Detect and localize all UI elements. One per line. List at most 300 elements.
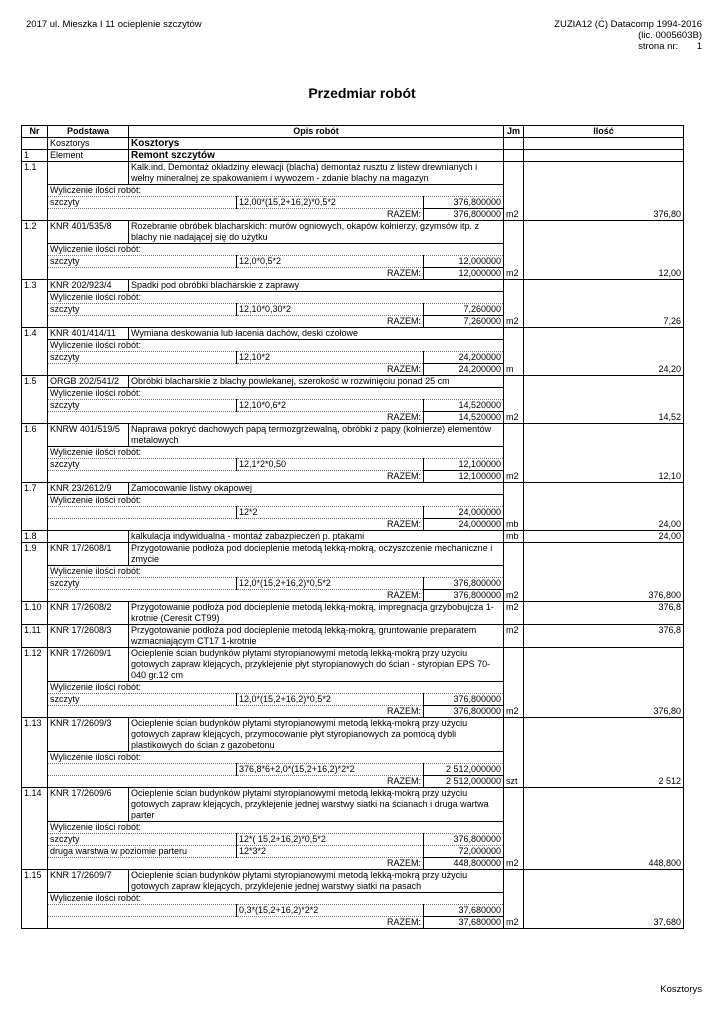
calc-name: szczyty <box>48 304 237 316</box>
calc-expression: 12,0*0,5*2 <box>237 256 424 268</box>
calc-value: 7,260000 <box>424 304 504 316</box>
row-nr-empty <box>22 752 48 764</box>
calc-row <box>22 400 703 412</box>
table-header-row <box>22 126 703 138</box>
position-quantity-empty <box>524 718 684 752</box>
razem-row <box>22 706 703 718</box>
razem-quantity: 2 512 <box>524 776 684 788</box>
calc-heading-label: Wyliczenie ilości robót: <box>48 447 504 459</box>
position-row <box>22 280 703 292</box>
row-unit-empty <box>504 566 524 578</box>
col-header-podstawa: Podstawa <box>48 126 129 138</box>
row-nr-empty <box>22 917 48 929</box>
row-quantity-empty <box>524 764 684 776</box>
razem-value: 37,680000 <box>424 917 504 929</box>
razem-value: 24,200000 <box>424 364 504 376</box>
position-number: 1 <box>22 150 48 162</box>
position-description: Rozebranie obróbek blacharskich: murów ogniowych, okapów kołnierzy, gzymsów itp. z blachy nie nadającej się do użytku <box>129 221 504 244</box>
position-row <box>22 718 703 752</box>
position-basis: KNR 17/2608/2 <box>48 602 129 625</box>
razem-label: RAZEM: <box>48 471 424 483</box>
razem-label: RAZEM: <box>48 917 424 929</box>
position-description: Wymiana deskowania lub łacenia dachów, deski czołowe <box>129 328 504 340</box>
row-unit-empty <box>504 400 524 412</box>
row-unit-empty <box>504 905 524 917</box>
row-quantity-empty <box>524 244 684 256</box>
position-basis: KNR 17/2608/1 <box>48 543 129 566</box>
position-description: Ocieplenie ścian budynków płytami styropianowymi metodą lekką-mokrą przy użyciu gotowych zapraw klejących, przyklejenie płyt styropianowych do ścian - styropian EPS 70- 040 gr.12 cm <box>129 648 504 682</box>
row-unit-empty <box>504 459 524 471</box>
position-row <box>22 424 703 447</box>
position-basis <box>48 162 129 185</box>
razem-unit: m2 <box>504 858 524 870</box>
position-row <box>22 870 703 893</box>
row-unit-empty <box>504 764 524 776</box>
calc-heading-row <box>22 292 703 304</box>
razem-label: RAZEM: <box>48 519 424 531</box>
row-unit-empty <box>504 682 524 694</box>
position-unit-empty <box>504 162 524 185</box>
calc-heading-label: Wyliczenie ilości robót: <box>48 822 504 834</box>
razem-value: 24,000000 <box>424 519 504 531</box>
position-number: 1.5 <box>22 376 48 388</box>
razem-row <box>22 776 703 788</box>
position-basis: KNR 202/923/4 <box>48 280 129 292</box>
row-unit-empty <box>504 304 524 316</box>
position-basis: KNR 401/414/11 <box>48 328 129 340</box>
razem-row <box>22 412 703 424</box>
position-description: Obróbki blacharskie z blachy powlekanej, szerokość w rozwinięciu ponad 25 cm <box>129 376 504 388</box>
calc-expression: 12,00*(15,2+16,2)*0,5*2 <box>237 197 424 209</box>
position-quantity-empty <box>524 483 684 495</box>
license-number: (lic. 0005603B) <box>638 30 702 41</box>
row-quantity-empty <box>524 197 684 209</box>
row-quantity-empty <box>524 292 684 304</box>
razem-value: 12,000000 <box>424 268 504 280</box>
position-description: Ocieplenie ścian budynków płytami styropianowymi metodą lekką-mokrą przy użyciu gotowych zapraw klejących, przyklejenie jednej warstwy siatki na ścianach i druga wartwa parter <box>129 788 504 822</box>
razem-value: 2 512,000000 <box>424 776 504 788</box>
razem-quantity: 14,52 <box>524 412 684 424</box>
row-nr-empty <box>22 682 48 694</box>
position-description: Ocieplenie ścian budynków płytami styropianowymi metodą lekką-mokrą przy użyciu gotowych zapraw klejących, przymocowanie płyt styropianowych za pomocą dybli plastikowych do ścian z gazobetonu <box>129 718 504 752</box>
position-unit: m2 <box>504 602 524 625</box>
calc-row <box>22 256 703 268</box>
position-description: Przygotowanie podłoża pod docieplenie metodą lekką-mokrą, gruntowanie preparatem wzmacniającym CT17 1-krotnie <box>129 625 504 648</box>
row-nr-empty <box>22 846 48 858</box>
position-basis: KNR 401/535/8 <box>48 221 129 244</box>
row-quantity-empty <box>524 846 684 858</box>
position-basis: KNRW 401/519/5 <box>48 424 129 447</box>
position-row <box>22 543 703 566</box>
calc-heading-row <box>22 244 703 256</box>
razem-label: RAZEM: <box>48 268 424 280</box>
position-unit-empty <box>504 221 524 244</box>
calc-row <box>22 304 703 316</box>
razem-label: RAZEM: <box>48 364 424 376</box>
row-nr-empty <box>22 834 48 846</box>
row-unit-empty <box>504 578 524 590</box>
position-quantity-empty <box>524 280 684 292</box>
row-unit-empty <box>504 292 524 304</box>
row-nr-empty <box>22 244 48 256</box>
position-unit: m2 <box>504 625 524 648</box>
row-nr-empty <box>22 578 48 590</box>
position-number: 1.7 <box>22 483 48 495</box>
row-unit-empty <box>504 352 524 364</box>
position-basis: KNR 17/2609/6 <box>48 788 129 822</box>
razem-unit: m2 <box>504 590 524 602</box>
calc-heading-label: Wyliczenie ilości robót: <box>48 340 504 352</box>
row-unit-empty <box>504 822 524 834</box>
calc-row <box>22 459 703 471</box>
calc-value: 376,800000 <box>424 694 504 706</box>
page-number-line <box>554 41 702 52</box>
position-number: 1.13 <box>22 718 48 752</box>
position-number: 1.10 <box>22 602 48 625</box>
position-row <box>22 328 703 340</box>
position-quantity-empty <box>524 328 684 340</box>
row-quantity-empty <box>524 400 684 412</box>
row-nr-empty <box>22 822 48 834</box>
calc-heading-row <box>22 682 703 694</box>
position-description: Spadki pod obróbki blacharskie z zaprawy <box>129 280 504 292</box>
position-row <box>22 788 703 822</box>
calc-expression: 12,0*(15,2+16,2)*0,5*2 <box>237 578 424 590</box>
calc-heading-label: Wyliczenie ilości robót: <box>48 388 504 400</box>
position-basis: ORGB 202/541/2 <box>48 376 129 388</box>
page-title: Przedmiar robót <box>308 85 416 101</box>
position-unit-empty <box>504 328 524 340</box>
calc-heading-label: Wyliczenie ilości robót: <box>48 495 504 507</box>
row-quantity-empty <box>524 752 684 764</box>
page-number: 1 <box>696 41 702 52</box>
calc-heading-label: Wyliczenie ilości robót: <box>48 185 504 197</box>
row-quantity-empty <box>524 388 684 400</box>
razem-unit: m2 <box>504 209 524 221</box>
calc-heading-row <box>22 752 703 764</box>
position-unit-empty <box>504 280 524 292</box>
calc-expression: 12*3*2 <box>237 846 424 858</box>
calc-value: 376,800000 <box>424 578 504 590</box>
col-header-nr: Nr <box>22 126 48 138</box>
razem-row <box>22 268 703 280</box>
row-nr-empty <box>22 566 48 578</box>
row-nr-empty <box>22 471 48 483</box>
calc-value: 376,800000 <box>424 834 504 846</box>
razem-row <box>22 209 703 221</box>
row-nr-empty <box>22 185 48 197</box>
position-number: 1.9 <box>22 543 48 566</box>
position-description: Ocieplenie ścian budynków płytami styropianowymi metodą lekką-mokrą przy użyciu gotowych zapraw klejących, przyklejenie jednej warstwy siatki na pasach <box>129 870 504 893</box>
row-nr-empty <box>22 590 48 602</box>
row-quantity-empty <box>524 459 684 471</box>
calc-expression: 12,1*2*0,50 <box>237 459 424 471</box>
row-nr-empty <box>22 694 48 706</box>
row-quantity-empty <box>524 185 684 197</box>
document-header-left: 2017 ul. Mieszka I 11 ocieplenie szczytów <box>26 19 202 30</box>
razem-value: 376,800000 <box>424 209 504 221</box>
calc-row <box>22 694 703 706</box>
row-unit-empty <box>504 846 524 858</box>
position-quantity: 376,8 <box>524 625 684 648</box>
calc-heading-label: Wyliczenie ilości robót: <box>48 244 504 256</box>
calc-value: 24,000000 <box>424 507 504 519</box>
position-quantity-empty <box>524 870 684 893</box>
position-quantity-empty <box>524 788 684 822</box>
position-row <box>22 376 703 388</box>
row-quantity-empty <box>524 495 684 507</box>
row-unit-empty <box>504 507 524 519</box>
position-description: kalkulacja indywidualna - montaż zabazpieczeń p. ptakami <box>129 531 504 543</box>
razem-quantity: 376,800 <box>524 590 684 602</box>
row-quantity-empty <box>524 578 684 590</box>
calc-name: szczyty <box>48 834 237 846</box>
calc-row <box>22 578 703 590</box>
razem-unit: m2 <box>504 917 524 929</box>
position-row <box>22 162 703 185</box>
position-basis: Element <box>48 150 129 162</box>
position-number: 1.15 <box>22 870 48 893</box>
row-quantity-empty <box>524 834 684 846</box>
calc-name: szczyty <box>48 256 237 268</box>
software-name: ZUZIA12 (C) Datacomp 1994-2016 <box>554 19 702 30</box>
calc-heading-label: Wyliczenie ilości robót: <box>48 566 504 578</box>
razem-value: 7,260000 <box>424 316 504 328</box>
row-nr-empty <box>22 764 48 776</box>
razem-label: RAZEM: <box>48 412 424 424</box>
position-quantity-empty <box>524 150 684 162</box>
razem-label: RAZEM: <box>48 776 424 788</box>
razem-value: 14,520000 <box>424 412 504 424</box>
position-row <box>22 483 703 495</box>
position-basis: KNR 17/2609/7 <box>48 870 129 893</box>
row-quantity-empty <box>524 822 684 834</box>
row-unit-empty <box>504 495 524 507</box>
position-description: Kalk.ind. Demontaż okładziny elewacji (blacha) demontaż rusztu z listew drewnianych i wełny mineralnej ze spakowaniem i wywozem - zdanie blachy na magazyn <box>129 162 504 185</box>
position-unit-empty <box>504 543 524 566</box>
row-unit-empty <box>504 388 524 400</box>
calc-expression: 12,10*0,30*2 <box>237 304 424 316</box>
position-quantity-empty <box>524 162 684 185</box>
calc-name: druga warstwa w poziomie parteru <box>48 846 237 858</box>
page-label: strona nr: <box>638 41 679 52</box>
row-nr-empty <box>22 340 48 352</box>
position-quantity-empty <box>524 648 684 682</box>
row-nr-empty <box>22 893 48 905</box>
razem-row <box>22 471 703 483</box>
calc-heading-label: Wyliczenie ilości robót: <box>48 893 504 905</box>
position-number: 1.8 <box>22 531 48 543</box>
razem-value: 376,800000 <box>424 590 504 602</box>
calc-value: 2 512,000000 <box>424 764 504 776</box>
position-unit-empty <box>504 483 524 495</box>
col-header-ilosc: Ilość <box>524 126 684 138</box>
calc-expression: 12,10*0,6*2 <box>237 400 424 412</box>
calc-heading-row <box>22 388 703 400</box>
calc-expression: 12,0*(15,2+16,2)*0,5*2 <box>237 694 424 706</box>
row-nr-empty <box>22 412 48 424</box>
row-unit-empty <box>504 694 524 706</box>
document-header-right <box>554 19 702 52</box>
razem-label: RAZEM: <box>48 590 424 602</box>
position-unit-empty <box>504 138 524 150</box>
razem-unit: m2 <box>504 706 524 718</box>
razem-unit: m2 <box>504 268 524 280</box>
position-basis: KNR 23/2612/9 <box>48 483 129 495</box>
position-basis: KNR 17/2609/3 <box>48 718 129 752</box>
row-nr-empty <box>22 495 48 507</box>
position-number: 1.4 <box>22 328 48 340</box>
calc-name <box>48 905 237 917</box>
position-quantity-empty <box>524 543 684 566</box>
row-unit-empty <box>504 752 524 764</box>
razem-unit: m <box>504 364 524 376</box>
razem-unit: szt <box>504 776 524 788</box>
calc-value: 24,200000 <box>424 352 504 364</box>
row-quantity-empty <box>524 304 684 316</box>
row-nr-empty <box>22 776 48 788</box>
position-quantity-empty <box>524 424 684 447</box>
razem-value: 376,800000 <box>424 706 504 718</box>
position-basis <box>48 531 129 543</box>
razem-quantity: 24,20 <box>524 364 684 376</box>
calc-heading-label: Wyliczenie ilości robót: <box>48 682 504 694</box>
calc-value: 376,800000 <box>424 197 504 209</box>
przedmiar-table <box>21 125 703 929</box>
row-quantity-empty <box>524 694 684 706</box>
razem-label: RAZEM: <box>48 316 424 328</box>
position-unit-empty <box>504 870 524 893</box>
calc-row <box>22 846 703 858</box>
row-nr-empty <box>22 400 48 412</box>
row-nr-empty <box>22 507 48 519</box>
row-unit-empty <box>504 447 524 459</box>
razem-unit: mb <box>504 519 524 531</box>
calc-heading-row <box>22 566 703 578</box>
position-unit-empty <box>504 150 524 162</box>
row-quantity-empty <box>524 352 684 364</box>
calc-heading-row <box>22 893 703 905</box>
calc-heading-row <box>22 495 703 507</box>
row-nr-empty <box>22 352 48 364</box>
position-unit-empty <box>504 788 524 822</box>
calc-row <box>22 352 703 364</box>
position-basis: KNR 17/2609/1 <box>48 648 129 682</box>
calc-name: szczyty <box>48 578 237 590</box>
calc-value: 37,680000 <box>424 905 504 917</box>
razem-quantity: 448,800 <box>524 858 684 870</box>
calc-row <box>22 507 703 519</box>
page-footer: Kosztorys <box>660 984 702 995</box>
razem-quantity: 376,80 <box>524 706 684 718</box>
calc-name: szczyty <box>48 400 237 412</box>
position-unit-empty <box>504 648 524 682</box>
razem-quantity: 37,680 <box>524 917 684 929</box>
position-row-single <box>22 625 703 648</box>
row-nr-empty <box>22 519 48 531</box>
calc-value: 14,520000 <box>424 400 504 412</box>
razem-value: 448,800000 <box>424 858 504 870</box>
position-description: Naprawa pokryć dachowych papą termozgrzewalną, obróbki z papy (kołnierze) elementów metalowych <box>129 424 504 447</box>
razem-quantity: 7,26 <box>524 316 684 328</box>
position-number: 1.11 <box>22 625 48 648</box>
row-nr-empty <box>22 364 48 376</box>
position-number: 1.12 <box>22 648 48 682</box>
position-number <box>22 138 48 150</box>
row-quantity-empty <box>524 256 684 268</box>
calc-row <box>22 905 703 917</box>
position-quantity-empty <box>524 221 684 244</box>
table-body <box>22 138 703 929</box>
row-quantity-empty <box>524 893 684 905</box>
position-unit-empty <box>504 424 524 447</box>
calc-name: szczyty <box>48 352 237 364</box>
row-nr-empty <box>22 447 48 459</box>
razem-row <box>22 858 703 870</box>
col-header-opis: Opis robót <box>129 126 504 138</box>
row-unit-empty <box>504 256 524 268</box>
razem-row <box>22 590 703 602</box>
calc-heading-row <box>22 822 703 834</box>
position-row <box>22 150 703 162</box>
position-description: Remont szczytów <box>129 150 504 162</box>
calc-expression: 12*2 <box>237 507 424 519</box>
position-quantity: 376,8 <box>524 602 684 625</box>
position-number: 1.3 <box>22 280 48 292</box>
position-description: Kosztorys <box>129 138 504 150</box>
position-row <box>22 221 703 244</box>
calc-expression: 12*( 15,2+16,2)*0,5*2 <box>237 834 424 846</box>
row-nr-empty <box>22 858 48 870</box>
razem-value: 12,100000 <box>424 471 504 483</box>
calc-name: szczyty <box>48 694 237 706</box>
row-nr-empty <box>22 388 48 400</box>
razem-label: RAZEM: <box>48 858 424 870</box>
calc-heading-row <box>22 447 703 459</box>
razem-quantity: 24,00 <box>524 519 684 531</box>
calc-expression: 376,8*6+2,0*(15,2+16,2)*2*2 <box>237 764 424 776</box>
row-quantity-empty <box>524 566 684 578</box>
razem-label: RAZEM: <box>48 706 424 718</box>
position-number: 1.6 <box>22 424 48 447</box>
position-description: Zamocowanie listwy okapowej <box>129 483 504 495</box>
razem-unit: m2 <box>504 471 524 483</box>
razem-unit: m2 <box>504 316 524 328</box>
row-quantity-empty <box>524 447 684 459</box>
razem-quantity: 12,10 <box>524 471 684 483</box>
position-row <box>22 138 703 150</box>
row-nr-empty <box>22 316 48 328</box>
position-quantity-empty <box>524 376 684 388</box>
calc-name <box>48 507 237 519</box>
row-nr-empty <box>22 209 48 221</box>
position-quantity-empty <box>524 138 684 150</box>
calc-value: 12,100000 <box>424 459 504 471</box>
position-quantity: 24,00 <box>524 531 684 543</box>
position-basis: Kosztorys <box>48 138 129 150</box>
position-unit-empty <box>504 718 524 752</box>
position-unit: mb <box>504 531 524 543</box>
razem-quantity: 376,80 <box>524 209 684 221</box>
position-description: Przygotowanie podłoża pod docieplenie metodą lekką-mokrą, impregnacja grzybobujcza 1-krotnie (Ceresit CT99) <box>129 602 504 625</box>
position-row-single <box>22 531 703 543</box>
calc-row <box>22 834 703 846</box>
row-nr-empty <box>22 905 48 917</box>
row-quantity-empty <box>524 905 684 917</box>
row-nr-empty <box>22 197 48 209</box>
razem-unit: m2 <box>504 412 524 424</box>
row-nr-empty <box>22 459 48 471</box>
